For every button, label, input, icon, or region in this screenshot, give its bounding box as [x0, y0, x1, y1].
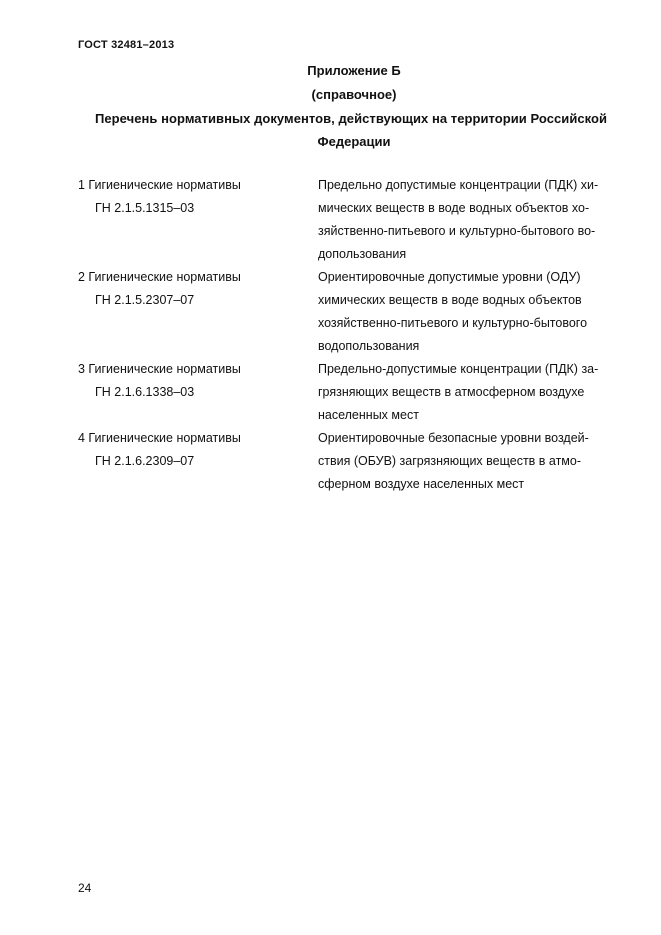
page-number: 24: [78, 881, 92, 895]
document-name: 1 Гигиенические нормативы: [78, 178, 241, 192]
list-item: [78, 266, 623, 358]
list-title-line-2: Федерации: [317, 134, 391, 149]
document-reference: [78, 266, 313, 312]
description-line: Предельно допустимые концентрации (ПДК) хи-: [318, 178, 599, 192]
description-line: допользования: [318, 247, 407, 261]
description-line: Ориентировочные допустимые уровни (ОДУ): [318, 270, 581, 284]
description-line: ствия (ОБУВ) загрязняющих веществ в атмо-: [318, 454, 582, 468]
document-reference: [78, 174, 313, 220]
document-code: ГН 2.1.5.1315–03: [95, 201, 195, 215]
document-description: [318, 266, 620, 358]
description-line: сферном воздухе населенных мест: [318, 477, 525, 491]
description-line: Предельно-допустимые концентрации (ПДК) за-: [318, 362, 599, 376]
document-reference: [78, 427, 313, 473]
list-item: [78, 174, 623, 266]
description-line: зяйственно-питьевого и культурно-бытового во-: [318, 224, 596, 238]
list-item: [78, 427, 623, 496]
document-code-header: ГОСТ 32481–2013: [78, 39, 175, 51]
document-description: [318, 427, 620, 496]
document-code: ГН 2.1.6.2309–07: [95, 454, 195, 468]
list-item: [78, 358, 623, 427]
description-line: химических веществ в воде водных объектов: [318, 293, 582, 307]
document-description: [318, 358, 620, 427]
description-line: водопользования: [318, 339, 420, 353]
normative-documents-list: [78, 174, 623, 496]
appendix-title: Приложение Б: [307, 63, 401, 78]
document-name: 2 Гигиенические нормативы: [78, 270, 241, 284]
description-line: мических веществ в воде водных объектов хо-: [318, 201, 590, 215]
description-line: грязняющих веществ в атмосферном воздухе: [318, 385, 585, 399]
document-reference: [78, 358, 313, 404]
document-code: ГН 2.1.5.2307–07: [95, 293, 195, 307]
description-line: Ориентировочные безопасные уровни воздей-: [318, 431, 589, 445]
document-description: [318, 174, 620, 266]
document-name: 4 Гигиенические нормативы: [78, 431, 241, 445]
appendix-kind: (справочное): [311, 87, 397, 102]
description-line: населенных мест: [318, 408, 419, 422]
description-line: хозяйственно-питьевого и культурно-бытового: [318, 316, 588, 330]
list-title-line-1: Перечень нормативных документов, действующих на территории Российской: [95, 111, 608, 126]
document-code: ГН 2.1.6.1338–03: [95, 385, 195, 399]
document-name: 3 Гигиенические нормативы: [78, 362, 241, 376]
